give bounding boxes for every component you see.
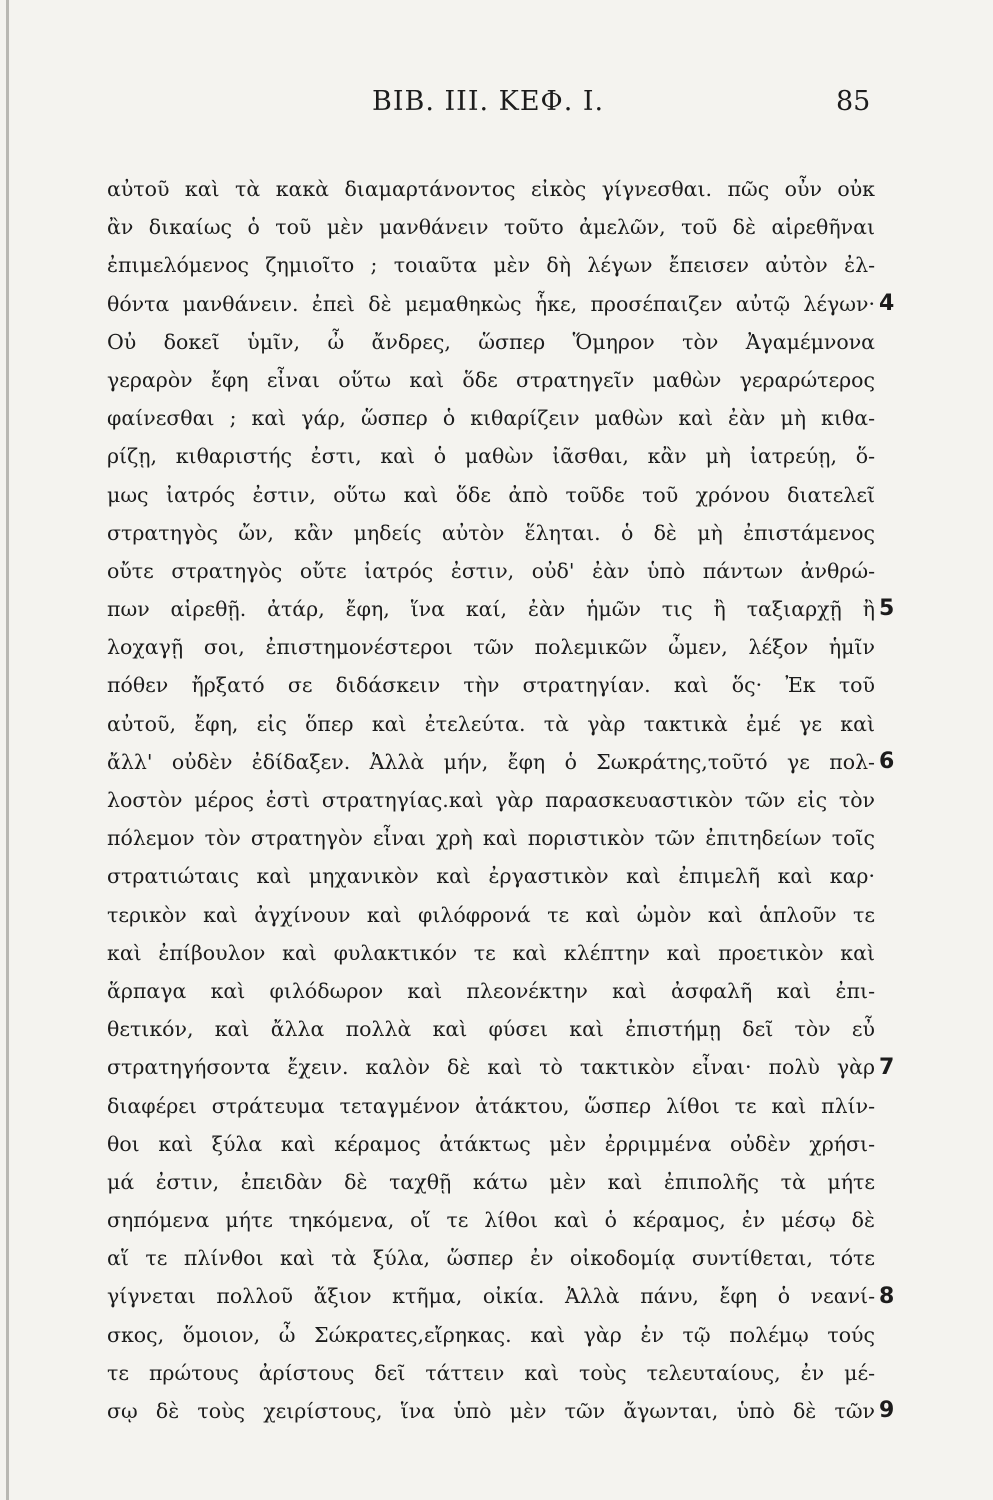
text-line: θετικόν, καὶ ἄλλα πολλὰ καὶ φύσει καὶ ἐπιστήμῃ δεῖ τὸν εὖ (107, 1017, 875, 1042)
text-line: ρίζῃ, κιθαριστής ἐστι, καὶ ὁ μαθὼν ἰᾶσθαι, κἂν μὴ ἰατρεύῃ, ὅ- (107, 444, 875, 469)
text-line: αἵ τε πλίνθοι καὶ τὰ ξύλα, ὥσπερ ἐν οἰκοδομίᾳ συντίθεται, τότε (107, 1246, 875, 1271)
text-line: ἅρπαγα καὶ φιλόδωρον καὶ πλεονέκτην καὶ ἀσφαλῆ καὶ ἐπι- (107, 978, 875, 1003)
text-line: λοστὸν μέρος ἐστὶ στρατηγίας.καὶ γὰρ παρασκευαστικὸν τῶν εἰς τὸν (107, 788, 875, 812)
section-number: 5 (879, 596, 895, 622)
text-line: γίγνεται πολλοῦ ἄξιον κτῆμα, οἰκία. Ἀλλὰ πάνυ, ἔφη ὁ νεανί- (107, 1284, 875, 1309)
text-line: Οὐ δοκεῖ ὑμῖν, ὦ ἄνδρες, ὥσπερ Ὅμηρον τὸν Ἀγαμέμνονα (107, 329, 875, 354)
text-line: καὶ ἐπίβουλον καὶ φυλακτικόν τε καὶ κλέπτην καὶ προετικὸν καὶ (107, 940, 875, 965)
section-number: 9 (879, 1398, 895, 1424)
text-line: ἄλλ' οὐδὲν ἐδίδαξεν. Ἀλλὰ μήν, ἔφη ὁ Σωκράτης,τοῦτό γε πολ- (107, 749, 875, 774)
text-line: θόντα μανθάνειν. ἐπεὶ δὲ μεμαθηκὼς ἧκε, προσέπαιζεν αὐτῷ λέγων· (107, 291, 875, 316)
text-line: στρατηγήσοντα ἔχειν. καλὸν δὲ καὶ τὸ τακτικὸν εἶναι· πολὺ γὰρ (107, 1055, 875, 1080)
text-line: πων αἱρεθῇ. ἀτάρ, ἔφη, ἵνα καί, ἐὰν ἡμῶν τις ἢ ταξιαρχῇ ἢ (107, 597, 875, 622)
text-line: οὔτε στρατηγὸς οὔτε ἰατρός ἐστιν, οὐδ' ἐὰν ὑπὸ πάντων ἀνθρώ- (107, 558, 875, 583)
page-edge (6, 0, 9, 1500)
text-line: λοχαγῇ σοι, ἐπιστημονέστεροι τῶν πολεμικῶν ὦμεν, λέξον ἡμῖν (107, 635, 875, 660)
section-number: 8 (879, 1283, 895, 1309)
text-line: αὐτοῦ, ἔφη, εἰς ὅπερ καὶ ἐτελεύτα. τὰ γὰρ τακτικὰ ἐμέ γε καὶ (107, 711, 875, 736)
text-line: μως ἰατρός ἐστιν, οὕτω καὶ ὅδε ἀπὸ τοῦδε τοῦ χρόνου διατελεῖ (107, 482, 875, 507)
text-line: ἐπιμελόμενος ζημιοῖτο ; τοιαῦτα μὲν δὴ λέγων ἔπεισεν αὐτὸν ἐλ- (107, 253, 875, 278)
text-line: πόλεμον τὸν στρατηγὸν εἶναι χρὴ καὶ ποριστικὸν τῶν ἐπιτηδείων τοῖς (107, 826, 875, 851)
text-line: πόθεν ἤρξατό σε διδάσκειν τὴν στρατηγίαν. καὶ ὅς· Ἐκ τοῦ (107, 673, 875, 698)
text-line: ἂν δικαίως ὁ τοῦ μὲν μανθάνειν τοῦτο ἀμελῶν, τοῦ δὲ αἱρεθῆναι (107, 215, 875, 240)
text-line: φαίνεσθαι ; καὶ γάρ, ὥσπερ ὁ κιθαρίζειν μαθὼν καὶ ἐὰν μὴ κιθα- (107, 406, 875, 431)
text-line: στρατηγὸς ὤν, κἂν μηδείς αὐτὸν ἕληται. ὁ δὲ μὴ ἐπιστάμενος (107, 520, 875, 545)
text-line: διαφέρει στράτευμα τεταγμένον ἀτάκτου, ὥσπερ λίθοι τε καὶ πλίν- (107, 1093, 875, 1118)
body-text (107, 170, 875, 1430)
text-line: θοι καὶ ξύλα καὶ κέραμος ἀτάκτως μὲν ἐρριμμένα οὐδὲν χρήσι- (107, 1131, 875, 1156)
section-number: 7 (879, 1054, 895, 1080)
text-line: στρατιώταις καὶ μηχανικὸν καὶ ἐργαστικὸν καὶ ἐπιμελῆ καὶ καρ· (107, 864, 875, 889)
page-header (0, 86, 993, 126)
page-number: 85 (836, 86, 871, 117)
text-line: τε πρώτους ἀρίστους δεῖ τάττειν καὶ τοὺς τελευταίους, ἐν μέ- (107, 1360, 875, 1385)
text-line: σηπόμενα μήτε τηκόμενα, οἵ τε λίθοι καὶ ὁ κέραμος, ἐν μέσῳ δὲ (107, 1208, 875, 1233)
text-line: μά ἐστιν, ἐπειδὰν δὲ ταχθῇ κάτω μὲν καὶ ἐπιπολῆς τὰ μήτε (107, 1169, 875, 1194)
running-title: BIB. III. ΚΕΦ. I. (372, 86, 605, 117)
section-number: 4 (879, 290, 895, 316)
text-line: αὐτοῦ καὶ τὰ κακὰ διαμαρτάνοντος εἰκὸς γίγνεσθαι. πῶς οὖν οὐκ (107, 177, 875, 201)
text-line: γεραρὸν ἔφη εἶναι οὕτω καὶ ὅδε στρατηγεῖν μαθὼν γεραρώτερος (107, 367, 875, 392)
text-line: σῳ δὲ τοὺς χειρίστους, ἵνα ὑπὸ μὲν τῶν ἄγωνται, ὑπὸ δὲ τῶν (107, 1399, 875, 1423)
text-line: τερικὸν καὶ ἀγχίνουν καὶ φιλόφρονά τε καὶ ὠμὸν καὶ ἁπλοῦν τε (107, 902, 875, 927)
section-number: 6 (879, 749, 895, 774)
text-line: σκος, ὅμοιον, ὦ Σώκρατες,εἴρηκας. καὶ γὰρ ἐν τῷ πολέμῳ τούς (107, 1322, 875, 1347)
